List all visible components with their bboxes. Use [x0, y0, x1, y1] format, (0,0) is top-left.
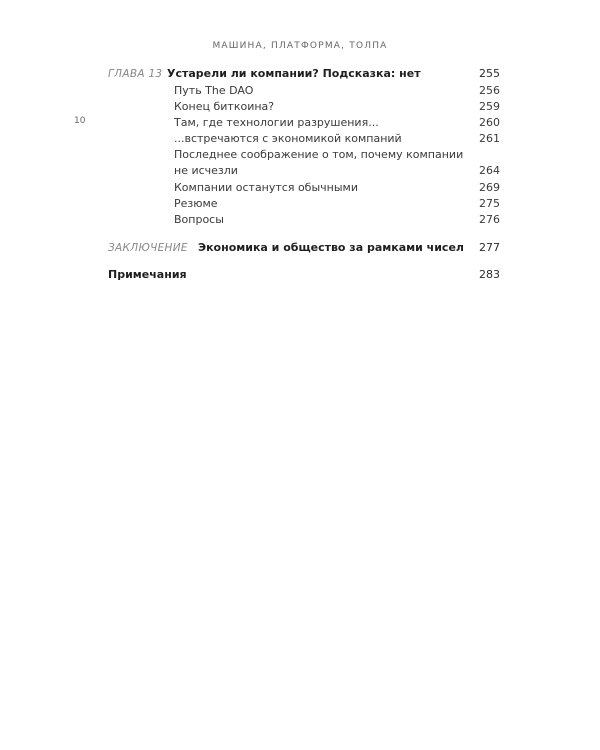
- section-title: Вопросы: [174, 213, 224, 226]
- section-page: 259: [479, 100, 500, 113]
- chapter-title: Устарели ли компании? Подсказка: нет: [167, 67, 421, 80]
- conclusion-title: Экономика и общество за рамками чисел: [198, 241, 464, 254]
- section-page: 269: [479, 181, 500, 194]
- toc-section: [0, 163, 600, 179]
- toc-section: [0, 180, 600, 196]
- section-page: 256: [479, 84, 500, 97]
- running-head: МАШИНА, ПЛАТФОРМА, ТОЛПА: [212, 41, 388, 51]
- section-title-line1: Последнее соображение о том, почему компании: [174, 148, 464, 161]
- notes-page: 283: [479, 268, 500, 281]
- section-page: 276: [479, 213, 500, 226]
- page-number: 10: [74, 116, 86, 126]
- section-page: 275: [479, 197, 500, 210]
- toc-section: [0, 115, 600, 131]
- toc-section: [0, 83, 600, 99]
- toc-section: [0, 212, 600, 228]
- toc-conclusion: [0, 240, 600, 256]
- section-title: Резюме: [174, 197, 218, 210]
- section-title: Конец биткоина?: [174, 100, 275, 113]
- toc-chapter-13: [0, 66, 600, 82]
- section-title: Путь The DAO: [174, 84, 254, 97]
- section-page: 264: [479, 164, 500, 177]
- toc-section: [0, 99, 600, 115]
- section-title: ...встречаются с экономикой компаний: [174, 132, 402, 145]
- toc-section: [0, 147, 600, 163]
- section-title-line2: не исчезли: [174, 164, 238, 177]
- toc-section: [0, 131, 600, 147]
- conclusion-label: ЗАКЛЮЧЕНИЕ: [108, 242, 188, 254]
- conclusion-page: 277: [479, 241, 500, 254]
- toc-section: [0, 196, 600, 212]
- section-title: Компании останутся обычными: [174, 181, 358, 194]
- section-page: 261: [479, 132, 500, 145]
- toc-notes: [0, 267, 600, 283]
- section-page: 260: [479, 116, 500, 129]
- chapter-page: 255: [479, 67, 500, 80]
- notes-title: Примечания: [108, 268, 187, 281]
- chapter-label: ГЛАВА 13: [108, 68, 163, 80]
- section-title: Там, где технологии разрушения...: [174, 116, 379, 129]
